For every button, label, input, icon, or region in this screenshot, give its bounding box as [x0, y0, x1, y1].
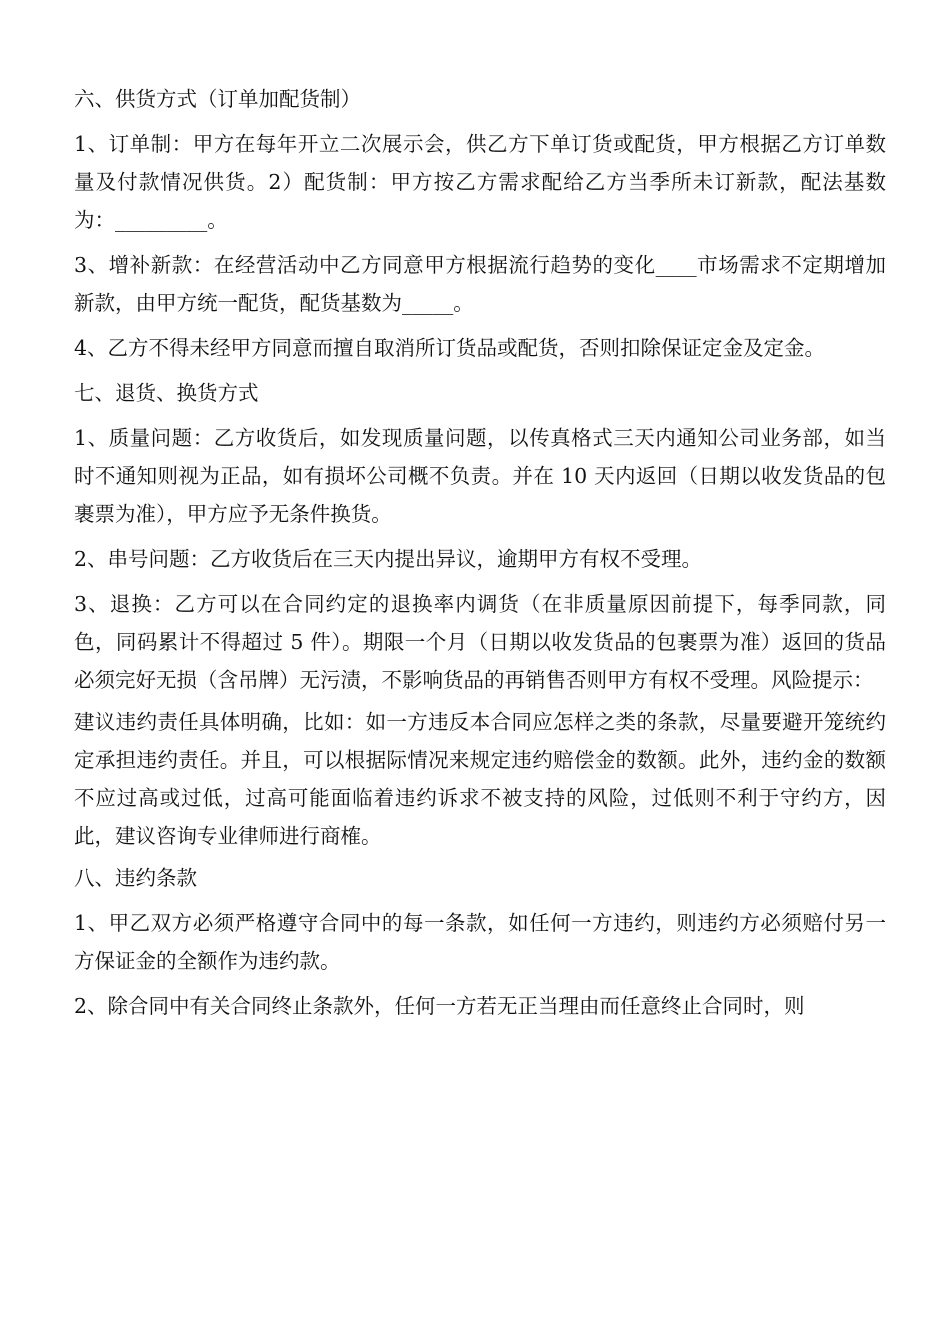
clause-exchange: 3、退换：乙方可以在合同约定的退换率内调货（在非质量原因前提下，每季同款，同色，同码累计不得超过 5 件）。期限一个月（日期以收发货品的包裹票为准）返回的货品必须完好无损（含吊牌）无污渍，不影响货品的再销售否则甲方有权不受理。风险提示：: [74, 592, 886, 692]
document-page: [74, 80, 886, 1032]
clause-no-cancellation: 4、乙方不得未经甲方同意而擅自取消所订货品或配货，否则扣除保证定金及定金。: [74, 336, 826, 360]
clause-order-system: 1、订单制：甲方在每年开立二次展示会，供乙方下单订货或配货，甲方根据乙方订单数量及付款情况供货。2）配货制：甲方按乙方需求配给乙方当季所未订新款，配法基数为：_________。: [74, 132, 886, 232]
section-heading-returns: 七、退货、换货方式: [74, 381, 259, 405]
section-heading-breach: 八、违约条款: [74, 866, 197, 890]
clause-new-styles: 3、增补新款：在经营活动中乙方同意甲方根据流行趋势的变化____市场需求不定期增加新款，由甲方统一配货，配货基数为_____。: [74, 253, 886, 315]
clause-quality-issues: 1、质量问题：乙方收货后，如发现质量问题，以传真格式三天内通知公司业务部，如当时不通知则视为正品，如有损坏公司概不负责。并在 10 天内返回（日期以收发货品的包裹票为准），甲方应予无条件换货。: [74, 426, 886, 526]
section-heading-supply-method: 六、供货方式（订单加配货制）: [74, 87, 361, 111]
risk-note: 建议违约责任具体明确，比如：如一方违反本合同应怎样之类的条款，尽量要避开笼统约定承担违约责任。并且，可以根据际情况来规定违约赔偿金的数额。此外，违约金的数额不应过高或过低，过高可能面临着违约诉求不被支持的风险，过低则不利于守约方，因此，建议咨询专业律师进行商榷。: [74, 710, 886, 848]
clause-termination: 2、除合同中有关合同终止条款外，任何一方若无正当理由而任意终止合同时，则: [74, 994, 805, 1018]
clause-serial-issues: 2、串号问题：乙方收货后在三天内提出异议，逾期甲方有权不受理。: [74, 547, 703, 571]
clause-breach-deposit: 1、甲乙双方必须严格遵守合同中的每一条款，如任何一方违约，则违约方必须赔付另一方保证金的全额作为违约款。: [74, 911, 886, 973]
